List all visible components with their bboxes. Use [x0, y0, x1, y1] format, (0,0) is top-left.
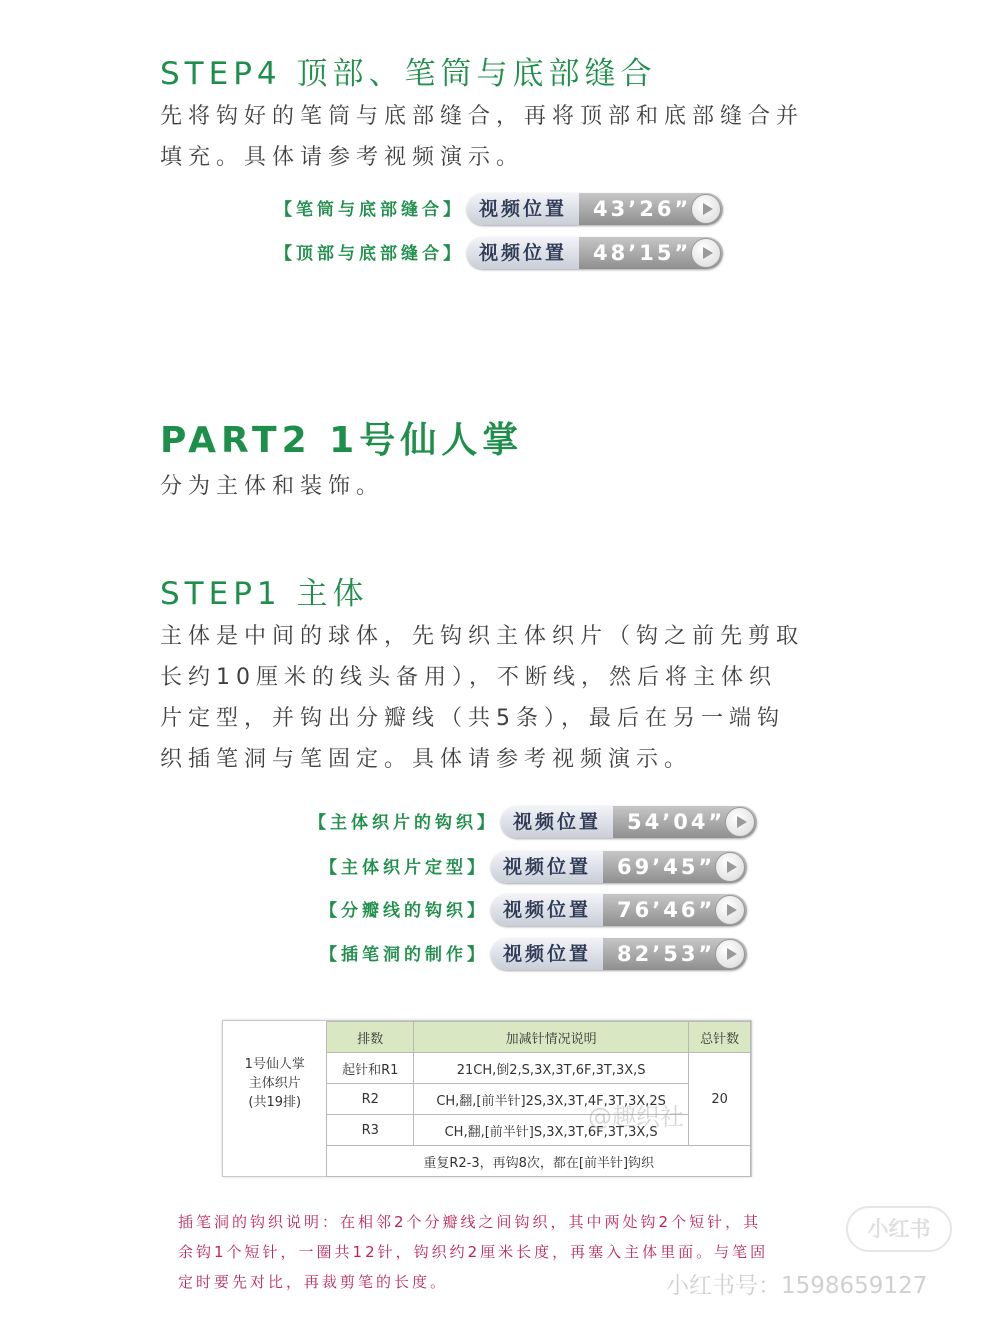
video-time: 76’46” — [603, 894, 747, 926]
step1-line: 主体是中间的球体，先钩织主体织片（钩之前先剪取 — [160, 624, 805, 649]
video-button-text: 视频位置 — [491, 894, 603, 926]
step4-paragraph — [160, 96, 804, 178]
watermark-id: 小红书号：1598659127 — [666, 1273, 928, 1299]
part2-title: PART2 1号仙人掌 — [160, 420, 524, 461]
video-button-text: 视频位置 — [491, 938, 603, 970]
table-footer-note: 重复R2-3，再钩8次，都在[前半针]钩织 — [327, 1146, 751, 1177]
video-position-button[interactable] — [491, 894, 747, 926]
section-name-line: (共19排) — [248, 1095, 302, 1110]
play-icon[interactable] — [715, 895, 745, 925]
step1-title: STEP1 主体 — [160, 576, 369, 612]
header-description: 加减针情况说明 — [414, 1022, 689, 1053]
row-number-cell: R3 — [327, 1115, 414, 1146]
play-icon[interactable] — [715, 852, 745, 882]
video-label: 【主体织片定型】 — [320, 858, 488, 878]
step1-line: 长约10厘米的线头备用），不断线，然后将主体织 — [160, 665, 777, 690]
row-description-cell: CH,翻,[前半针]S,3X,3T,6F,3T,3X,S — [414, 1115, 689, 1146]
video-row-body-shaping — [0, 850, 1000, 886]
part2-subtitle: 分为主体和装饰。 — [160, 474, 385, 499]
logo-text: 小红书 — [867, 1217, 931, 1241]
video-button-text: 视频位置 — [501, 806, 613, 838]
video-label: 【插笔洞的制作】 — [320, 945, 488, 965]
row-description-cell: CH,翻,[前半针]2S,3X,3T,4F,3T,3X,2S — [414, 1084, 689, 1115]
step1-line: 织插笔洞与笔固定。具体请参考视频演示。 — [160, 747, 693, 772]
video-label: 【主体织片的钩织】 — [309, 813, 498, 833]
video-position-button[interactable] — [467, 237, 723, 269]
play-icon[interactable] — [725, 807, 755, 837]
video-time: 54’04” — [613, 806, 757, 838]
video-button-text: 视频位置 — [491, 851, 603, 883]
header-row-number: 排数 — [327, 1022, 414, 1053]
row-number-cell: R2 — [327, 1084, 414, 1115]
video-row-divider-lines — [0, 893, 1000, 929]
video-time: 69’45” — [603, 851, 747, 883]
note-line: 插笔洞的钩织说明：在相邻2个分瓣线之间钩织，其中两处钩2个短针，其 — [178, 1213, 762, 1231]
video-position-button[interactable] — [491, 851, 747, 883]
play-icon[interactable] — [691, 238, 721, 268]
video-label: 【顶部与底部缝合】 — [275, 244, 464, 264]
section-name-line: 主体织片 — [248, 1076, 301, 1091]
row-number-cell: 起针和R1 — [327, 1053, 414, 1084]
xiaohongshu-logo — [846, 1206, 952, 1252]
step4-line: 填充。具体请参考视频演示。 — [160, 145, 525, 170]
video-row-bottom-seam — [0, 192, 1000, 228]
step4-line: 先将钩好的笔筒与底部缝合，再将顶部和底部缝合并 — [160, 104, 805, 129]
note-line: 余钩1个短针，一圈共12针，钩织约2厘米长度，再塞入主体里面。与笔固 — [178, 1243, 769, 1261]
video-time: 82’53” — [603, 938, 747, 970]
video-row-pen-hole — [0, 937, 1000, 973]
watermark-center: @趣织社 — [588, 1103, 684, 1131]
step1-line: 片定型，并钩出分瓣线（共5条），最后在另一端钩 — [160, 706, 785, 731]
video-button-text: 视频位置 — [467, 193, 579, 225]
video-row-top-seam — [0, 236, 1000, 272]
play-icon[interactable] — [691, 194, 721, 224]
note-line: 定时要先对比，再裁剪笔的长度。 — [178, 1273, 449, 1291]
video-label: 【分瓣线的钩织】 — [320, 901, 488, 921]
total-stitches-cell: 20 — [689, 1053, 751, 1146]
header-total: 总针数 — [689, 1022, 751, 1053]
video-row-body-piece — [0, 805, 1000, 841]
video-position-button[interactable] — [501, 806, 757, 838]
video-position-button[interactable] — [491, 938, 747, 970]
video-position-button[interactable] — [467, 193, 723, 225]
video-time: 43’26” — [579, 193, 723, 225]
play-icon[interactable] — [715, 939, 745, 969]
row-description-cell: 21CH,倒2,S,3X,3T,6F,3T,3X,S — [414, 1053, 689, 1084]
video-button-text: 视频位置 — [467, 237, 579, 269]
step1-paragraph — [160, 616, 804, 780]
video-label: 【笔筒与底部缝合】 — [275, 200, 464, 220]
step4-title: STEP4 顶部、笔筒与底部缝合 — [160, 56, 657, 92]
table-section-name — [223, 1022, 327, 1146]
video-time: 48’15” — [579, 237, 723, 269]
table-footer-row — [223, 1146, 751, 1177]
section-name-line: 1号仙人掌 — [244, 1057, 305, 1072]
